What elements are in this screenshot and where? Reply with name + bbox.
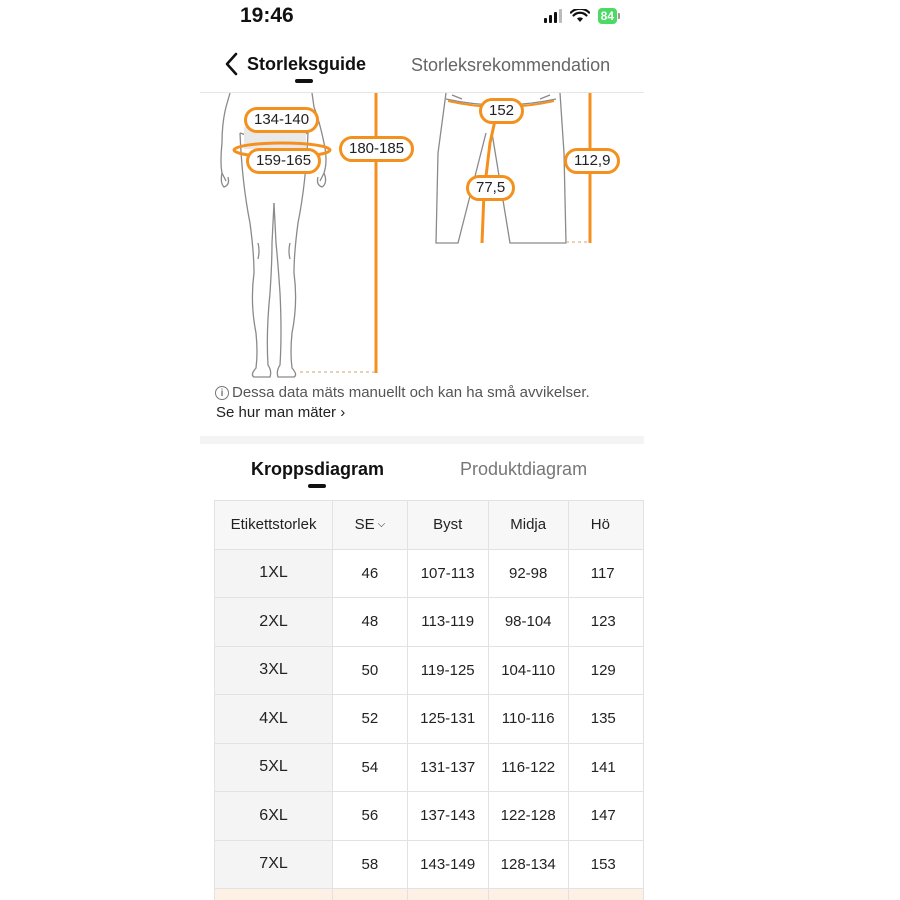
row-hip: [568, 889, 643, 900]
row-se-size: [333, 889, 408, 900]
how-to-measure-label: Se hur man mäter: [216, 404, 337, 421]
row-waist: 92-98: [488, 549, 568, 598]
row-bust: 125-131: [407, 695, 488, 744]
row-bust: 137-143: [407, 792, 488, 841]
row-se-size: 52: [333, 695, 408, 744]
body-and-pants-illustration: [200, 93, 644, 383]
table-row-partial: [215, 889, 644, 900]
seat-measure-badge: 159-165: [246, 148, 321, 174]
row-se-size: 50: [333, 646, 408, 695]
row-bust: 113-119: [407, 598, 488, 647]
measurement-note: [215, 384, 590, 401]
row-hip: 141: [568, 743, 643, 792]
row-waist: 104-110: [488, 646, 568, 695]
row-waist: 122-128: [488, 792, 568, 841]
row-size-label: 4XL: [215, 695, 333, 744]
status-icons: [544, 8, 620, 24]
table-row: [215, 695, 644, 744]
tab-size-recommendation[interactable]: Storleksrekommendation: [411, 55, 611, 75]
row-se-size: 58: [333, 840, 408, 889]
table-row: [215, 646, 644, 695]
note-text: Dessa data mäts manuellt och kan ha små avvikelser.: [232, 384, 590, 401]
status-time: 19:46: [240, 4, 294, 27]
header-hip: Hö: [568, 501, 643, 550]
how-to-measure-link[interactable]: [216, 404, 345, 421]
height-measure-badge: 180-185: [339, 136, 414, 162]
active-tab-indicator: [308, 484, 326, 488]
row-se-size: 54: [333, 743, 408, 792]
tab-size-guide[interactable]: Storleksguide: [247, 54, 367, 74]
row-bust: 119-125: [407, 646, 488, 695]
row-se-size: 48: [333, 598, 408, 647]
row-waist: 98-104: [488, 598, 568, 647]
tab-product-chart[interactable]: Produktdiagram: [460, 459, 588, 479]
row-size-label: 3XL: [215, 646, 333, 695]
header-bust: Byst: [407, 501, 488, 550]
hip-measure-badge: 134-140: [244, 107, 319, 133]
row-size-label: 6XL: [215, 792, 333, 841]
battery-icon: [598, 8, 620, 24]
row-size-label: [215, 889, 333, 900]
row-size-label: 5XL: [215, 743, 333, 792]
active-tab-indicator: [295, 79, 313, 83]
chevron-right-icon: ›: [340, 404, 346, 421]
size-system-label: SE: [354, 516, 375, 534]
row-waist: 110-116: [488, 695, 568, 744]
row-size-label: 7XL: [215, 840, 333, 889]
chevron-down-icon: ⌵: [377, 519, 386, 531]
back-chevron-icon[interactable]: [220, 50, 248, 78]
row-size-label: 2XL: [215, 598, 333, 647]
row-waist: [488, 889, 568, 900]
tab-body-chart[interactable]: Kroppsdiagram: [251, 459, 385, 479]
header-label-size: Etikettstorlek: [215, 501, 333, 550]
size-table: [214, 500, 644, 900]
row-hip: 147: [568, 792, 643, 841]
row-bust: 131-137: [407, 743, 488, 792]
size-system-select[interactable]: [333, 501, 408, 550]
measurement-diagram: [200, 93, 644, 383]
size-guide-screen: [200, 0, 644, 900]
table-row: [215, 549, 644, 598]
row-hip: 135: [568, 695, 643, 744]
row-hip: 129: [568, 646, 643, 695]
row-hip: 153: [568, 840, 643, 889]
pants-waist-badge: 152: [479, 98, 524, 124]
row-waist: 116-122: [488, 743, 568, 792]
row-se-size: 56: [333, 792, 408, 841]
row-bust: [407, 889, 488, 900]
table-row: [215, 598, 644, 647]
row-bust: 143-149: [407, 840, 488, 889]
table-row: [215, 840, 644, 889]
header-waist: Midja: [488, 501, 568, 550]
table-row: [215, 792, 644, 841]
pants-length-badge: 112,9: [564, 148, 620, 174]
row-hip: 117: [568, 549, 643, 598]
cellular-signal-icon: [544, 9, 562, 23]
info-icon: i: [215, 386, 229, 400]
row-hip: 123: [568, 598, 643, 647]
section-divider: [200, 436, 644, 444]
row-size-label: 1XL: [215, 549, 333, 598]
table-row: [215, 743, 644, 792]
pants-inseam-badge: 77,5: [466, 175, 515, 201]
row-bust: 107-113: [407, 549, 488, 598]
row-waist: 128-134: [488, 840, 568, 889]
battery-level: 84: [598, 8, 617, 24]
wifi-icon: [570, 9, 590, 23]
row-se-size: 46: [333, 549, 408, 598]
table-header-row: [215, 501, 644, 550]
